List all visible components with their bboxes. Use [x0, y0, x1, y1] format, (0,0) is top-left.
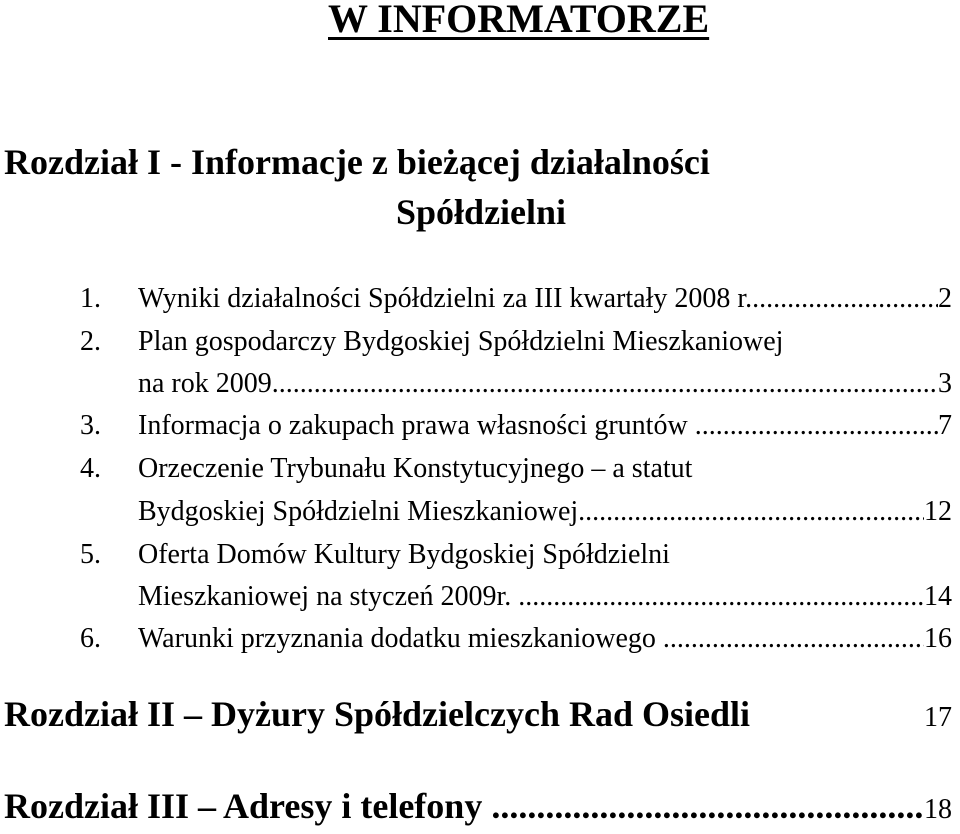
- toc-item-6[interactable]: [0, 619, 952, 659]
- toc-item-number: 2.: [80, 326, 101, 357]
- toc-item-page: 14: [924, 581, 952, 612]
- chapter-1-heading: Rozdział I - Informacje z bieżącej działalności: [4, 142, 710, 182]
- toc-item-page: 2: [938, 283, 952, 314]
- toc-item-title-continued: na rok 2009: [138, 368, 272, 399]
- toc-chapter-2[interactable]: [4, 690, 960, 738]
- chapter-2-heading: Rozdział II – Dyżury Spółdzielczych Rad Osiedli: [4, 694, 750, 734]
- toc-chapter-3[interactable]: [4, 782, 960, 830]
- toc-item-page: 16: [924, 623, 952, 654]
- toc-leader-dots: [752, 279, 938, 319]
- toc-item-5[interactable]: [0, 535, 952, 575]
- toc-item-title: Informacja o zakupach prawa własności gruntów: [138, 410, 695, 441]
- toc-leader-dots: [663, 619, 924, 659]
- chapter-3-page: 18: [924, 794, 952, 825]
- toc-item-title-continued: Mieszkaniowej na styczeń 2009r.: [138, 581, 519, 612]
- toc-item-1[interactable]: [0, 279, 952, 319]
- toc-item-number: 4.: [80, 453, 101, 484]
- toc-item-title: Warunki przyznania dodatku mieszkaniowego: [138, 623, 663, 654]
- chapter-2-page: 17: [924, 702, 952, 733]
- toc-item-3[interactable]: [0, 406, 952, 446]
- toc-item-page: 12: [924, 496, 952, 527]
- toc-item-number: 3.: [80, 410, 101, 441]
- toc-item-5-continued[interactable]: [0, 577, 952, 617]
- toc-leader-dots: [491, 782, 924, 830]
- toc-item-4[interactable]: [0, 449, 952, 489]
- toc-item-page: 3: [938, 368, 952, 399]
- toc-item-number: 6.: [80, 623, 101, 654]
- toc-leader-dots: [272, 364, 938, 404]
- toc-leader-dots: [518, 577, 924, 617]
- toc-item-4-continued[interactable]: [0, 492, 952, 532]
- toc-item-2[interactable]: [0, 322, 952, 362]
- chapter-3-heading: Rozdział III – Adresy i telefony: [4, 786, 492, 826]
- toc-item-title: Wyniki działalności Spółdzielni za III kwartały 2008 r.: [138, 283, 753, 314]
- toc-leader-dots: [578, 492, 924, 532]
- toc-item-title: Orzeczenie Trybunału Konstytucyjnego – a statut: [138, 453, 693, 484]
- toc-item-number: 5.: [80, 539, 101, 570]
- toc-item-title: Plan gospodarczy Bydgoskiej Spółdzielni Mieszkaniowej: [138, 326, 784, 357]
- toc-item-title: Oferta Domów Kultury Bydgoskiej Spółdzielni: [138, 539, 670, 570]
- toc-item-2-continued[interactable]: [0, 364, 952, 404]
- chapter-1-heading-continued: Spółdzielni: [396, 192, 567, 232]
- page-title: W INFORMATORZE: [328, 0, 710, 41]
- toc-item-title-continued: Bydgoskiej Spółdzielni Mieszkaniowej: [138, 496, 579, 527]
- toc-item-page: 7: [938, 410, 952, 441]
- toc-leader-dots: [695, 406, 938, 446]
- toc-item-number: 1.: [80, 283, 101, 314]
